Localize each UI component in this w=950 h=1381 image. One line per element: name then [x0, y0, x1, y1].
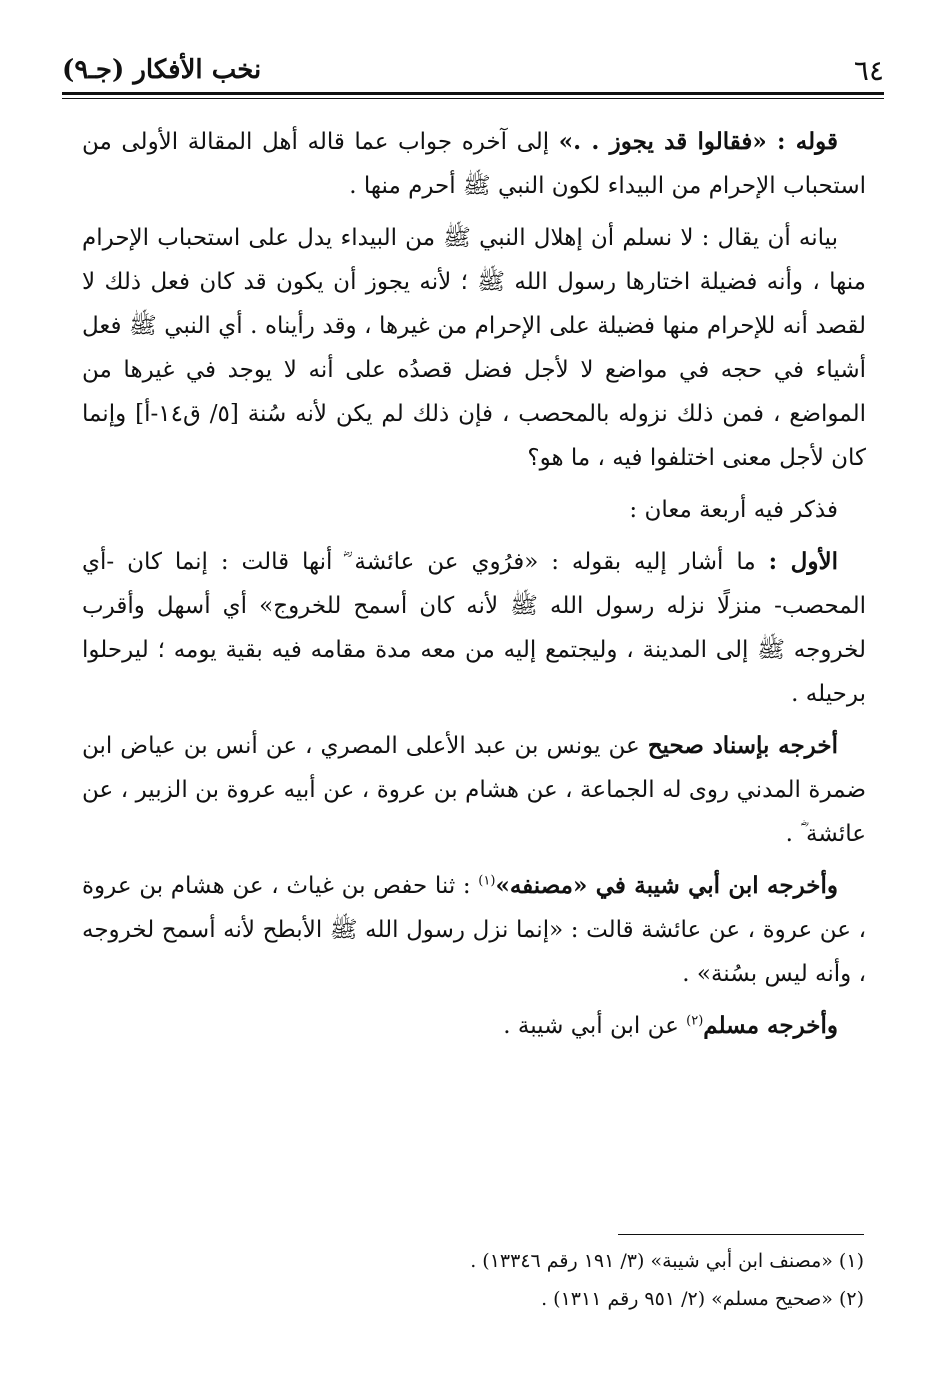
paragraph-7	[82, 1004, 866, 1048]
paragraph-3	[82, 488, 866, 532]
paragraph-4-text: ما أشار إليه بقوله : «فرُوي عن عائشة ؓ أنها قالت : إنما كان -أي المحصب- منزلًا نزله رسول الله ﷺ لأنه كان أسمح للخروج» أي أسهل وأقرب لخروجه ﷺ إلى المدينة ، وليجتمع إليه من معه مدة مقامه فيه بقية يومه ؛ ليرحلوا برحيله .	[82, 549, 866, 707]
footnote-separator	[618, 1234, 864, 1235]
footnote-ref-1[interactable]: (١)	[478, 873, 496, 889]
paragraph-3-text: فذكر فيه أربعة معان :	[629, 497, 838, 523]
footnote-1: (١) «مصنف ابن أبي شيبة» (٣/ ١٩١ رقم ١٣٣٤٦) .	[470, 1250, 864, 1272]
running-title: نخب الأفكار (جـ٩)	[62, 55, 262, 85]
paragraph-4-lead: الأول :	[768, 548, 838, 575]
paragraph-4	[82, 540, 866, 716]
footnotes	[84, 1242, 864, 1318]
paragraph-2-text: بيانه أن يقال : لا نسلم أن إهلال النبي ﷺ من البيداء يدل على استحباب الإحرام منها ، وأنه فضيلة اختارها رسول الله ﷺ ؛ لأنه يجوز أن يكون قد كان فعل ذلك لا لقصد أنه للإحرام منها فضيلة على الإحرام من غيرها ، وقد رأيناه . أي النبي ﷺ فعل أشياء في حجه في مواضع لا لأجل فضل قصدُه على أنه لا يوجد في غيرها من المواضع ، فمن ذلك نزوله بالمحصب ، فإن ذلك لم يكن لأنه سُنة [٥/ ق١٤-أ] وإنما كان لأجل معنى اختلفوا فيه ، ما هو؟	[82, 225, 867, 471]
paragraph-5	[82, 724, 866, 856]
paragraph-1-text: إلى آخره جواب عما قاله أهل المقالة الأولى من استحباب الإحرام من البيداء لكون النبي ﷺ أحرم منها .	[82, 129, 866, 199]
footnote-ref-2[interactable]: (٢)	[686, 1013, 704, 1029]
paragraph-7-lead: وأخرجه مسلم	[703, 1012, 838, 1039]
paragraph-5-text: عن يونس بن عبد الأعلى المصري ، عن أنس بن عياض ابن ضمرة المدني روى له الجماعة ، عن هشام بن عروة ، عن أبيه عروة بن الزبير ، عن عائشة ؓ .	[82, 733, 866, 847]
paragraph-1	[82, 120, 866, 208]
paragraph-5-lead: أخرجه بإسناد صحيح	[647, 732, 838, 759]
body-text	[82, 120, 866, 1056]
footnote-2: (٢) «صحيح مسلم» (٢/ ٩٥١ رقم ١٣١١) .	[541, 1288, 864, 1310]
page-number: ٦٤	[853, 53, 884, 87]
paragraph-6-text: : ثنا حفص بن غياث ، عن هشام بن عروة ، عن عروة ، عن عائشة قالت : «إنما نزل رسول الله ﷺ الأبطح لأنه أسمح لخروجه ، وأنه ليس بسُنة» .	[82, 873, 866, 987]
paragraph-2	[82, 216, 866, 480]
header-rule-thick	[62, 92, 884, 95]
paragraph-6-lead: وأخرجه ابن أبي شيبة في «مصنفه»	[495, 872, 838, 899]
paragraph-1-lead: قوله : «فقالوا قد يجوز . .»	[558, 128, 838, 155]
paragraph-6	[82, 864, 866, 996]
page-header	[62, 50, 884, 90]
header-rule-thin	[62, 98, 884, 99]
paragraph-7-text: عن ابن أبي شيبة .	[503, 1013, 687, 1039]
